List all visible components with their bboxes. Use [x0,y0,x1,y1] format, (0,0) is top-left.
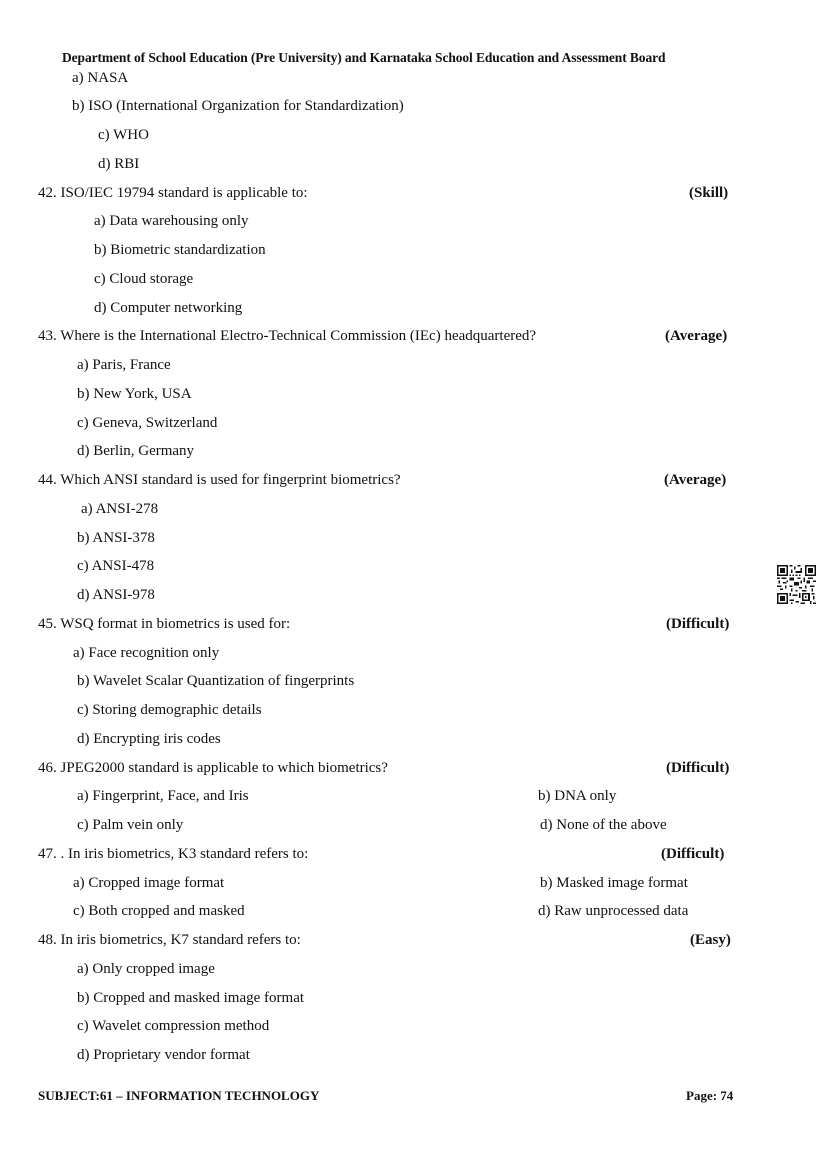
prev-option-d: d) RBI [98,156,140,172]
question-46-option-d: d) None of the above [540,817,667,833]
question-43-text: 43. Where is the International Electro-Technical Commission (IEc) headquartered? [38,328,537,344]
question-46-text: 46. JPEG2000 standard is applicable to which biometrics? [38,760,388,776]
question-48-difficulty: (Easy) [690,932,731,948]
question-48-option-c: c) Wavelet compression method [77,1018,270,1034]
question-43-option-c: c) Geneva, Switzerland [77,415,218,431]
question-45-text: 45. WSQ format in biometrics is used for: [38,616,291,632]
question-44-option-d: d) ANSI-978 [77,587,155,603]
question-46-difficulty: (Difficult) [666,760,730,776]
footer-subject: SUBJECT:61 – INFORMATION TECHNOLOGY [38,1088,320,1103]
question-47-difficulty: (Difficult) [661,846,725,862]
question-48-option-a: a) Only cropped image [77,961,215,977]
question-45-option-c: c) Storing demographic details [77,702,262,718]
question-43-option-b: b) New York, USA [77,386,192,402]
question-44-option-a: a) ANSI-278 [81,501,159,517]
question-42-option-b: b) Biometric standardization [94,242,266,258]
question-44-option-b: b) ANSI-378 [77,530,155,546]
question-45-option-b: b) Wavelet Scalar Quantization of fingerprints [77,673,355,689]
qr-code-icon [777,565,816,604]
question-42-option-a: a) Data warehousing only [94,213,249,229]
question-44-option-c: c) ANSI-478 [77,558,155,574]
question-42-option-d: d) Computer networking [94,300,243,316]
question-45-option-d: d) Encrypting iris codes [77,731,221,747]
question-46-option-a: a) Fingerprint, Face, and Iris [77,788,249,804]
footer-page-number: Page: 74 [686,1088,734,1103]
question-43-difficulty: (Average) [665,328,728,344]
prev-option-a: a) NASA [72,70,129,86]
prev-option-c: c) WHO [98,127,149,143]
prev-option-b: b) ISO (International Organization for Standardization) [72,98,404,114]
question-47-text: 47. . In iris biometrics, K3 standard refers to: [38,846,309,862]
question-43-option-d: d) Berlin, Germany [77,443,195,459]
question-48-text: 48. In iris biometrics, K7 standard refers to: [38,932,301,948]
question-47-option-b: b) Masked image format [540,875,688,891]
question-46-option-b: b) DNA only [538,788,617,804]
page-header: Department of School Education (Pre University) and Karnataka School Education and Assessment Board [62,50,666,65]
question-48-option-b: b) Cropped and masked image format [77,990,305,1006]
question-47-option-d: d) Raw unprocessed data [538,903,689,919]
question-44-text: 44. Which ANSI standard is used for fingerprint biometrics? [38,472,401,488]
question-46-option-c: c) Palm vein only [77,817,184,833]
question-47-option-a: a) Cropped image format [73,875,225,891]
question-42-option-c: c) Cloud storage [94,271,194,287]
question-45-difficulty: (Difficult) [666,616,730,632]
question-47-option-c: c) Both cropped and masked [73,903,245,919]
question-42-difficulty: (Skill) [689,185,729,201]
question-42-text: 42. ISO/IEC 19794 standard is applicable to: [38,185,308,201]
question-43-option-a: a) Paris, France [77,357,171,373]
question-48-option-d: d) Proprietary vendor format [77,1047,250,1063]
question-44-difficulty: (Average) [664,472,727,488]
question-45-option-a: a) Face recognition only [73,645,220,661]
